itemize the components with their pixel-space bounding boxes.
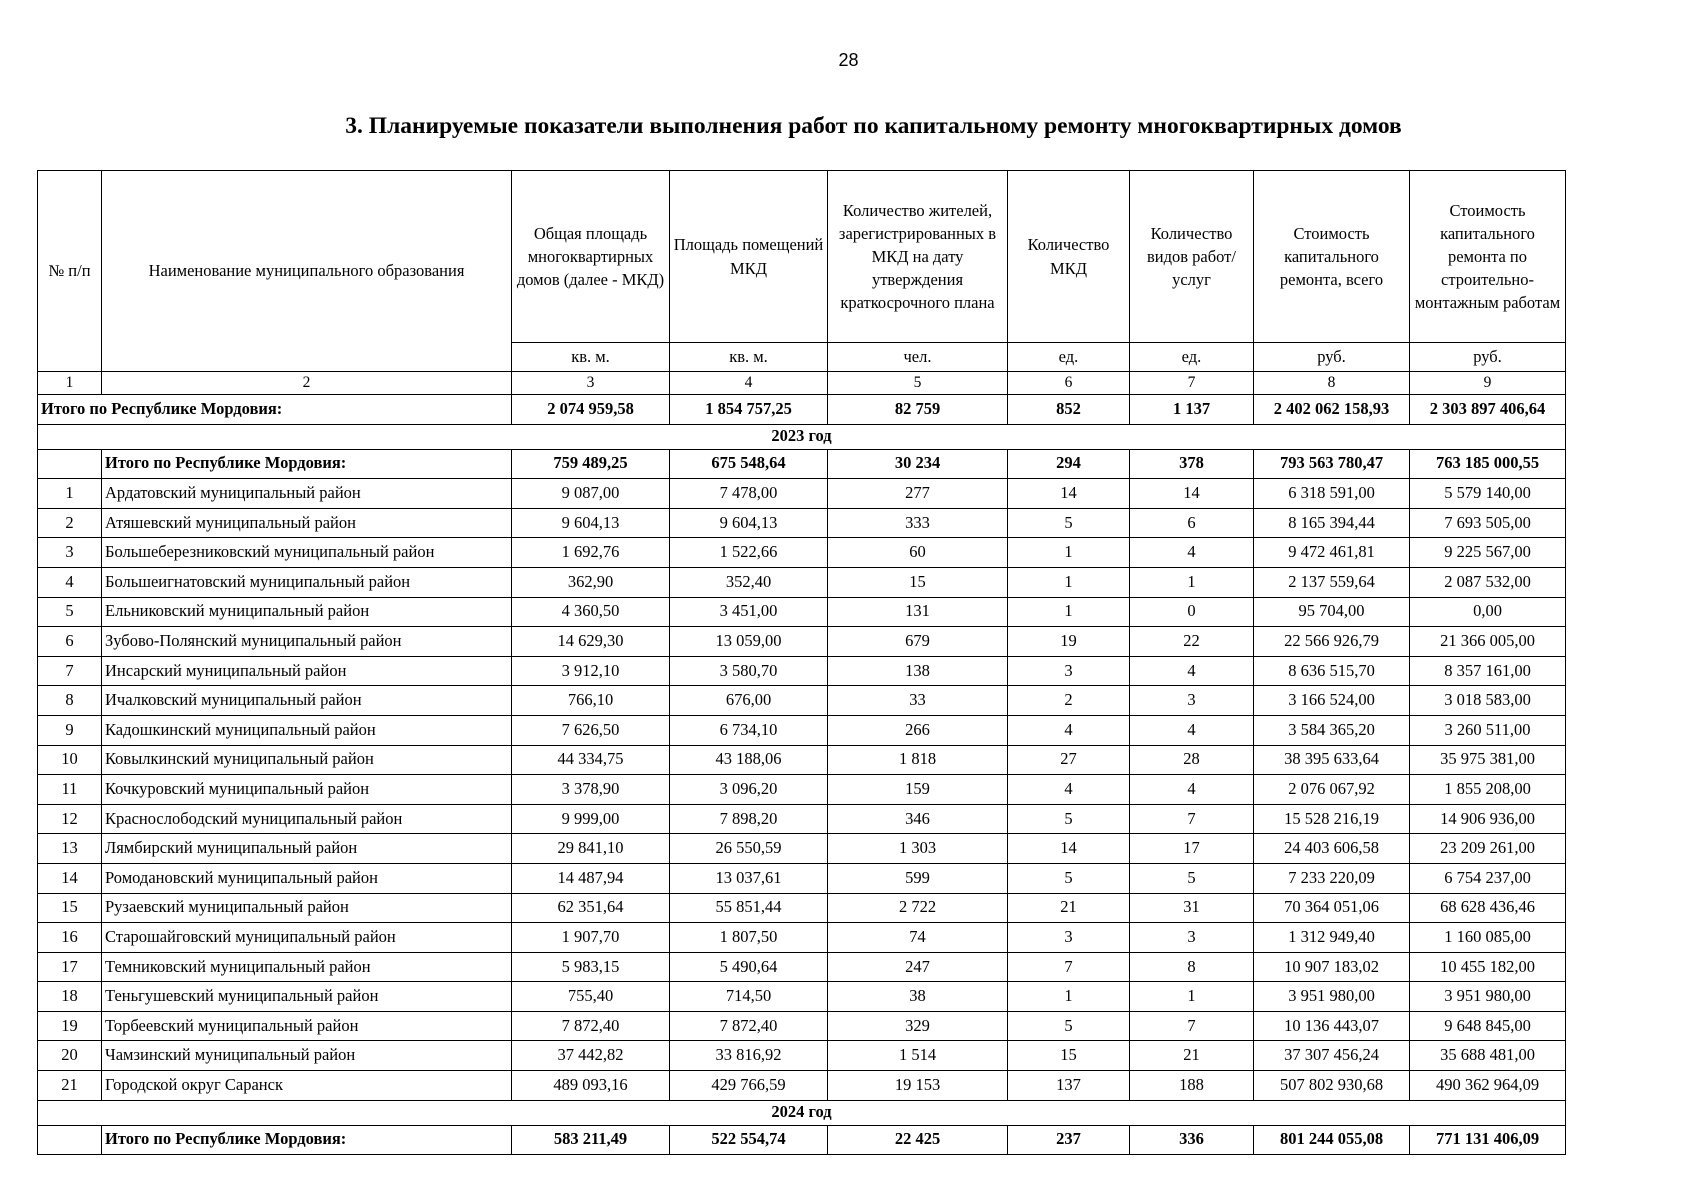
page-title: 3. Планируемые показатели выполнения работ по капитальному ремонту многоквартирных домов	[345, 113, 1402, 139]
year-2024-total-value: 22 425	[828, 1125, 1008, 1155]
cell-value: 490 362 964,09	[1410, 1071, 1566, 1101]
cell-value: 1	[1008, 567, 1130, 597]
cell-value: 21	[1130, 1041, 1254, 1071]
cell-value: 22 566 926,79	[1254, 627, 1410, 657]
unit-cell: кв. м.	[512, 343, 670, 372]
cell-value: 2	[1008, 686, 1130, 716]
cell-value: 74	[828, 923, 1008, 953]
row-number: 21	[38, 1071, 102, 1101]
cell-value: 14	[1008, 834, 1130, 864]
cell-value: 3 580,70	[670, 656, 828, 686]
municipality-name: Ельниковский муниципальный район	[102, 597, 512, 627]
cell-value: 6 754 237,00	[1410, 863, 1566, 893]
cell-value: 3 018 583,00	[1410, 686, 1566, 716]
cell-value: 6 734,10	[670, 715, 828, 745]
cell-value: 14 906 936,00	[1410, 804, 1566, 834]
cell-value: 1 818	[828, 745, 1008, 775]
cell-value: 346	[828, 804, 1008, 834]
unit-cell: кв. м.	[670, 343, 828, 372]
empty-cell	[38, 1125, 102, 1155]
grand-total-value: 1 854 757,25	[670, 395, 828, 425]
cell-value: 19	[1008, 627, 1130, 657]
cell-value: 35 975 381,00	[1410, 745, 1566, 775]
table-row	[38, 715, 1566, 745]
column-number: 3	[512, 372, 670, 395]
header-cell: Количество видов работ/услуг	[1130, 171, 1254, 343]
cell-value: 7	[1130, 1011, 1254, 1041]
row-number: 9	[38, 715, 102, 745]
cell-value: 7 626,50	[512, 715, 670, 745]
table-row	[38, 597, 1566, 627]
cell-value: 38 395 633,64	[1254, 745, 1410, 775]
cell-value: 2 137 559,64	[1254, 567, 1410, 597]
cell-value: 1 807,50	[670, 923, 828, 953]
municipality-name: Атяшевский муниципальный район	[102, 508, 512, 538]
header-cell: Стоимость капитального ремонта по строительно-монтажным работам	[1410, 171, 1566, 343]
page-number: 28	[838, 50, 859, 70]
year-2023-total-value: 763 185 000,55	[1410, 449, 1566, 479]
column-number: 8	[1254, 372, 1410, 395]
header-cell: Площадь помещений МКД	[670, 171, 828, 343]
cell-value: 43 188,06	[670, 745, 828, 775]
unit-cell: чел.	[828, 343, 1008, 372]
cell-value: 24 403 606,58	[1254, 834, 1410, 864]
cell-value: 1 692,76	[512, 538, 670, 568]
cell-value: 1 312 949,40	[1254, 923, 1410, 953]
cell-value: 31	[1130, 893, 1254, 923]
row-number: 19	[38, 1011, 102, 1041]
cell-value: 676,00	[670, 686, 828, 716]
cell-value: 5	[1008, 508, 1130, 538]
cell-value: 7 898,20	[670, 804, 828, 834]
cell-value: 3	[1008, 923, 1130, 953]
cell-value: 21 366 005,00	[1410, 627, 1566, 657]
row-number: 13	[38, 834, 102, 864]
column-number: 7	[1130, 372, 1254, 395]
row-number: 16	[38, 923, 102, 953]
grand-total-row	[38, 395, 1566, 425]
table-row	[38, 567, 1566, 597]
table-row	[38, 538, 1566, 568]
cell-value: 38	[828, 982, 1008, 1012]
row-number: 14	[38, 863, 102, 893]
row-number: 7	[38, 656, 102, 686]
row-number: 6	[38, 627, 102, 657]
cell-value: 68 628 436,46	[1410, 893, 1566, 923]
row-number: 10	[38, 745, 102, 775]
header-cell: № п/п	[38, 171, 102, 372]
year-2023-total-row	[38, 449, 1566, 479]
cell-value: 9 604,13	[670, 508, 828, 538]
cell-value: 1 160 085,00	[1410, 923, 1566, 953]
grand-total-value: 852	[1008, 395, 1130, 425]
table-row	[38, 1011, 1566, 1041]
cell-value: 755,40	[512, 982, 670, 1012]
year-2023-row	[38, 424, 1566, 449]
municipality-name: Старошайговский муниципальный район	[102, 923, 512, 953]
table-row	[38, 508, 1566, 538]
cell-value: 2 076 067,92	[1254, 775, 1410, 805]
row-number: 15	[38, 893, 102, 923]
table-row	[38, 982, 1566, 1012]
table-row	[38, 834, 1566, 864]
cell-value: 1	[1008, 597, 1130, 627]
cell-value: 131	[828, 597, 1008, 627]
cell-value: 33 816,92	[670, 1041, 828, 1071]
cell-value: 137	[1008, 1071, 1130, 1101]
unit-cell: руб.	[1254, 343, 1410, 372]
cell-value: 3	[1130, 923, 1254, 953]
cell-value: 17	[1130, 834, 1254, 864]
cell-value: 9 225 567,00	[1410, 538, 1566, 568]
year-2024-total-value: 801 244 055,08	[1254, 1125, 1410, 1155]
cell-value: 23 209 261,00	[1410, 834, 1566, 864]
cell-value: 9 087,00	[512, 479, 670, 509]
grand-total-value: 2 402 062 158,93	[1254, 395, 1410, 425]
cell-value: 329	[828, 1011, 1008, 1041]
municipality-name: Кочкуровский муниципальный район	[102, 775, 512, 805]
cell-value: 4	[1008, 715, 1130, 745]
cell-value: 5	[1008, 1011, 1130, 1041]
municipality-name: Большеигнатовский муниципальный район	[102, 567, 512, 597]
year-2023-total-value: 294	[1008, 449, 1130, 479]
table-row	[38, 745, 1566, 775]
cell-value: 14 487,94	[512, 863, 670, 893]
cell-value: 33	[828, 686, 1008, 716]
cell-value: 3 912,10	[512, 656, 670, 686]
cell-value: 8 636 515,70	[1254, 656, 1410, 686]
header-cell: Стоимость капитального ремонта, всего	[1254, 171, 1410, 343]
cell-value: 6	[1130, 508, 1254, 538]
cell-value: 3 096,20	[670, 775, 828, 805]
cell-value: 714,50	[670, 982, 828, 1012]
cell-value: 5	[1008, 863, 1130, 893]
cell-value: 29 841,10	[512, 834, 670, 864]
cell-value: 55 851,44	[670, 893, 828, 923]
cell-value: 37 442,82	[512, 1041, 670, 1071]
table-row	[38, 1071, 1566, 1101]
municipality-name: Ромодановский муниципальный район	[102, 863, 512, 893]
table-row	[38, 627, 1566, 657]
cell-value: 4	[1130, 656, 1254, 686]
municipality-name: Чамзинский муниципальный район	[102, 1041, 512, 1071]
year-2024-total-value: 522 554,74	[670, 1125, 828, 1155]
table-row	[38, 686, 1566, 716]
row-number: 3	[38, 538, 102, 568]
table-row	[38, 775, 1566, 805]
cell-value: 0	[1130, 597, 1254, 627]
year-2024-total-value: 583 211,49	[512, 1125, 670, 1155]
cell-value: 19 153	[828, 1071, 1008, 1101]
cell-value: 15	[828, 567, 1008, 597]
cell-value: 1 522,66	[670, 538, 828, 568]
cell-value: 5 983,15	[512, 952, 670, 982]
cell-value: 0,00	[1410, 597, 1566, 627]
cell-value: 10 907 183,02	[1254, 952, 1410, 982]
year-2024-total-value: 336	[1130, 1125, 1254, 1155]
municipality-name: Торбеевский муниципальный район	[102, 1011, 512, 1041]
municipality-name: Зубово-Полянский муниципальный район	[102, 627, 512, 657]
table-row	[38, 656, 1566, 686]
cell-value: 766,10	[512, 686, 670, 716]
year-2023-total-value: 793 563 780,47	[1254, 449, 1410, 479]
unit-cell: ед.	[1130, 343, 1254, 372]
row-number: 11	[38, 775, 102, 805]
table-row	[38, 1041, 1566, 1071]
cell-value: 1	[1008, 538, 1130, 568]
table-row	[38, 804, 1566, 834]
cell-value: 35 688 481,00	[1410, 1041, 1566, 1071]
cell-value: 7 872,40	[512, 1011, 670, 1041]
cell-value: 333	[828, 508, 1008, 538]
grand-total-label: Итого по Республике Мордовия:	[38, 395, 512, 425]
header-cell: Количество жителей, зарегистрированных в МКД на дату утверждения краткосрочного плана	[828, 171, 1008, 343]
cell-value: 1 855 208,00	[1410, 775, 1566, 805]
municipality-name: Теньгушевский муниципальный район	[102, 982, 512, 1012]
cell-value: 3 378,90	[512, 775, 670, 805]
cell-value: 4	[1008, 775, 1130, 805]
year-2024-total-label: Итого по Республике Мордовия:	[102, 1125, 512, 1155]
cell-value: 1 514	[828, 1041, 1008, 1071]
column-number: 4	[670, 372, 828, 395]
cell-value: 1	[1130, 567, 1254, 597]
year-2024-label: 2024 год	[38, 1100, 1566, 1125]
cell-value: 5	[1130, 863, 1254, 893]
cell-value: 1 907,70	[512, 923, 670, 953]
column-number: 2	[102, 372, 512, 395]
cell-value: 4	[1130, 715, 1254, 745]
cell-value: 7 693 505,00	[1410, 508, 1566, 538]
cell-value: 3 951 980,00	[1410, 982, 1566, 1012]
cell-value: 159	[828, 775, 1008, 805]
grand-total-value: 2 303 897 406,64	[1410, 395, 1566, 425]
cell-value: 10 136 443,07	[1254, 1011, 1410, 1041]
cell-value: 9 999,00	[512, 804, 670, 834]
municipality-name: Темниковский муниципальный район	[102, 952, 512, 982]
municipality-name: Большеберезниковский муниципальный район	[102, 538, 512, 568]
municipality-name: Ардатовский муниципальный район	[102, 479, 512, 509]
cell-value: 26 550,59	[670, 834, 828, 864]
table-row	[38, 863, 1566, 893]
cell-value: 2 087 532,00	[1410, 567, 1566, 597]
column-number: 1	[38, 372, 102, 395]
year-2024-total-row	[38, 1125, 1566, 1155]
cell-value: 95 704,00	[1254, 597, 1410, 627]
cell-value: 7 478,00	[670, 479, 828, 509]
cell-value: 1	[1008, 982, 1130, 1012]
municipality-name: Городской округ Саранск	[102, 1071, 512, 1101]
header-cell: Общая площадь многоквартирных домов (далее - МКД)	[512, 171, 670, 343]
row-number: 1	[38, 479, 102, 509]
cell-value: 13 037,61	[670, 863, 828, 893]
cell-value: 352,40	[670, 567, 828, 597]
cell-value: 5	[1008, 804, 1130, 834]
cell-value: 15	[1008, 1041, 1130, 1071]
row-number: 2	[38, 508, 102, 538]
cell-value: 679	[828, 627, 1008, 657]
cell-value: 1	[1130, 982, 1254, 1012]
cell-value: 9 604,13	[512, 508, 670, 538]
row-number: 5	[38, 597, 102, 627]
cell-value: 5 490,64	[670, 952, 828, 982]
municipality-name: Краснослободский муниципальный район	[102, 804, 512, 834]
cell-value: 4	[1130, 775, 1254, 805]
cell-value: 14	[1130, 479, 1254, 509]
cell-value: 13 059,00	[670, 627, 828, 657]
column-number: 9	[1410, 372, 1566, 395]
table-row	[38, 923, 1566, 953]
table-row	[38, 952, 1566, 982]
cell-value: 4	[1130, 538, 1254, 568]
unit-cell: руб.	[1410, 343, 1566, 372]
row-number: 12	[38, 804, 102, 834]
cell-value: 4 360,50	[512, 597, 670, 627]
header-row	[38, 171, 1566, 343]
municipality-name: Лямбирский муниципальный район	[102, 834, 512, 864]
municipality-name: Инсарский муниципальный район	[102, 656, 512, 686]
municipality-name: Ичалковский муниципальный район	[102, 686, 512, 716]
cell-value: 10 455 182,00	[1410, 952, 1566, 982]
cell-value: 62 351,64	[512, 893, 670, 923]
cell-value: 70 364 051,06	[1254, 893, 1410, 923]
cell-value: 277	[828, 479, 1008, 509]
cell-value: 9 472 461,81	[1254, 538, 1410, 568]
cell-value: 3 951 980,00	[1254, 982, 1410, 1012]
cell-value: 247	[828, 952, 1008, 982]
cell-value: 3	[1008, 656, 1130, 686]
municipality-name: Рузаевский муниципальный район	[102, 893, 512, 923]
year-2024-row	[38, 1100, 1566, 1125]
cell-value: 7 872,40	[670, 1011, 828, 1041]
year-2023-total-value: 759 489,25	[512, 449, 670, 479]
cell-value: 44 334,75	[512, 745, 670, 775]
column-number: 5	[828, 372, 1008, 395]
cell-value: 27	[1008, 745, 1130, 775]
table-row	[38, 479, 1566, 509]
year-2024-total-value: 771 131 406,09	[1410, 1125, 1566, 1155]
cell-value: 5 579 140,00	[1410, 479, 1566, 509]
row-number: 20	[38, 1041, 102, 1071]
cell-value: 21	[1008, 893, 1130, 923]
municipality-name: Кадошкинский муниципальный район	[102, 715, 512, 745]
cell-value: 429 766,59	[670, 1071, 828, 1101]
cell-value: 3 260 511,00	[1410, 715, 1566, 745]
cell-value: 138	[828, 656, 1008, 686]
unit-cell: ед.	[1008, 343, 1130, 372]
cell-value: 7	[1130, 804, 1254, 834]
cell-value: 599	[828, 863, 1008, 893]
year-2023-label: 2023 год	[38, 424, 1566, 449]
cell-value: 266	[828, 715, 1008, 745]
cell-value: 15 528 216,19	[1254, 804, 1410, 834]
row-number: 17	[38, 952, 102, 982]
empty-cell	[38, 449, 102, 479]
cell-value: 3 584 365,20	[1254, 715, 1410, 745]
grand-total-value: 2 074 959,58	[512, 395, 670, 425]
cell-value: 8	[1130, 952, 1254, 982]
cell-value: 507 802 930,68	[1254, 1071, 1410, 1101]
row-number: 8	[38, 686, 102, 716]
cell-value: 489 093,16	[512, 1071, 670, 1101]
cell-value: 7	[1008, 952, 1130, 982]
year-2023-total-label: Итого по Республике Мордовия:	[102, 449, 512, 479]
cell-value: 3 166 524,00	[1254, 686, 1410, 716]
cell-value: 14 629,30	[512, 627, 670, 657]
year-2023-total-value: 378	[1130, 449, 1254, 479]
row-number: 4	[38, 567, 102, 597]
cell-value: 2 722	[828, 893, 1008, 923]
cell-value: 1 303	[828, 834, 1008, 864]
header-cell: Количество МКД	[1008, 171, 1130, 343]
cell-value: 9 648 845,00	[1410, 1011, 1566, 1041]
cell-value: 14	[1008, 479, 1130, 509]
year-2023-total-value: 675 548,64	[670, 449, 828, 479]
row-number: 18	[38, 982, 102, 1012]
column-numbers-row	[38, 372, 1566, 395]
cell-value: 188	[1130, 1071, 1254, 1101]
cell-value: 22	[1130, 627, 1254, 657]
municipality-name: Ковылкинский муниципальный район	[102, 745, 512, 775]
grand-total-value: 82 759	[828, 395, 1008, 425]
cell-value: 37 307 456,24	[1254, 1041, 1410, 1071]
year-2024-total-value: 237	[1008, 1125, 1130, 1155]
table-row	[38, 893, 1566, 923]
cell-value: 8 165 394,44	[1254, 508, 1410, 538]
cell-value: 6 318 591,00	[1254, 479, 1410, 509]
grand-total-value: 1 137	[1130, 395, 1254, 425]
column-number: 6	[1008, 372, 1130, 395]
cell-value: 28	[1130, 745, 1254, 775]
cell-value: 60	[828, 538, 1008, 568]
header-cell: Наименование муниципального образования	[102, 171, 512, 372]
cell-value: 3 451,00	[670, 597, 828, 627]
cell-value: 362,90	[512, 567, 670, 597]
cell-value: 3	[1130, 686, 1254, 716]
year-2023-total-value: 30 234	[828, 449, 1008, 479]
cell-value: 7 233 220,09	[1254, 863, 1410, 893]
cell-value: 8 357 161,00	[1410, 656, 1566, 686]
capital-repair-table	[37, 170, 1566, 1155]
